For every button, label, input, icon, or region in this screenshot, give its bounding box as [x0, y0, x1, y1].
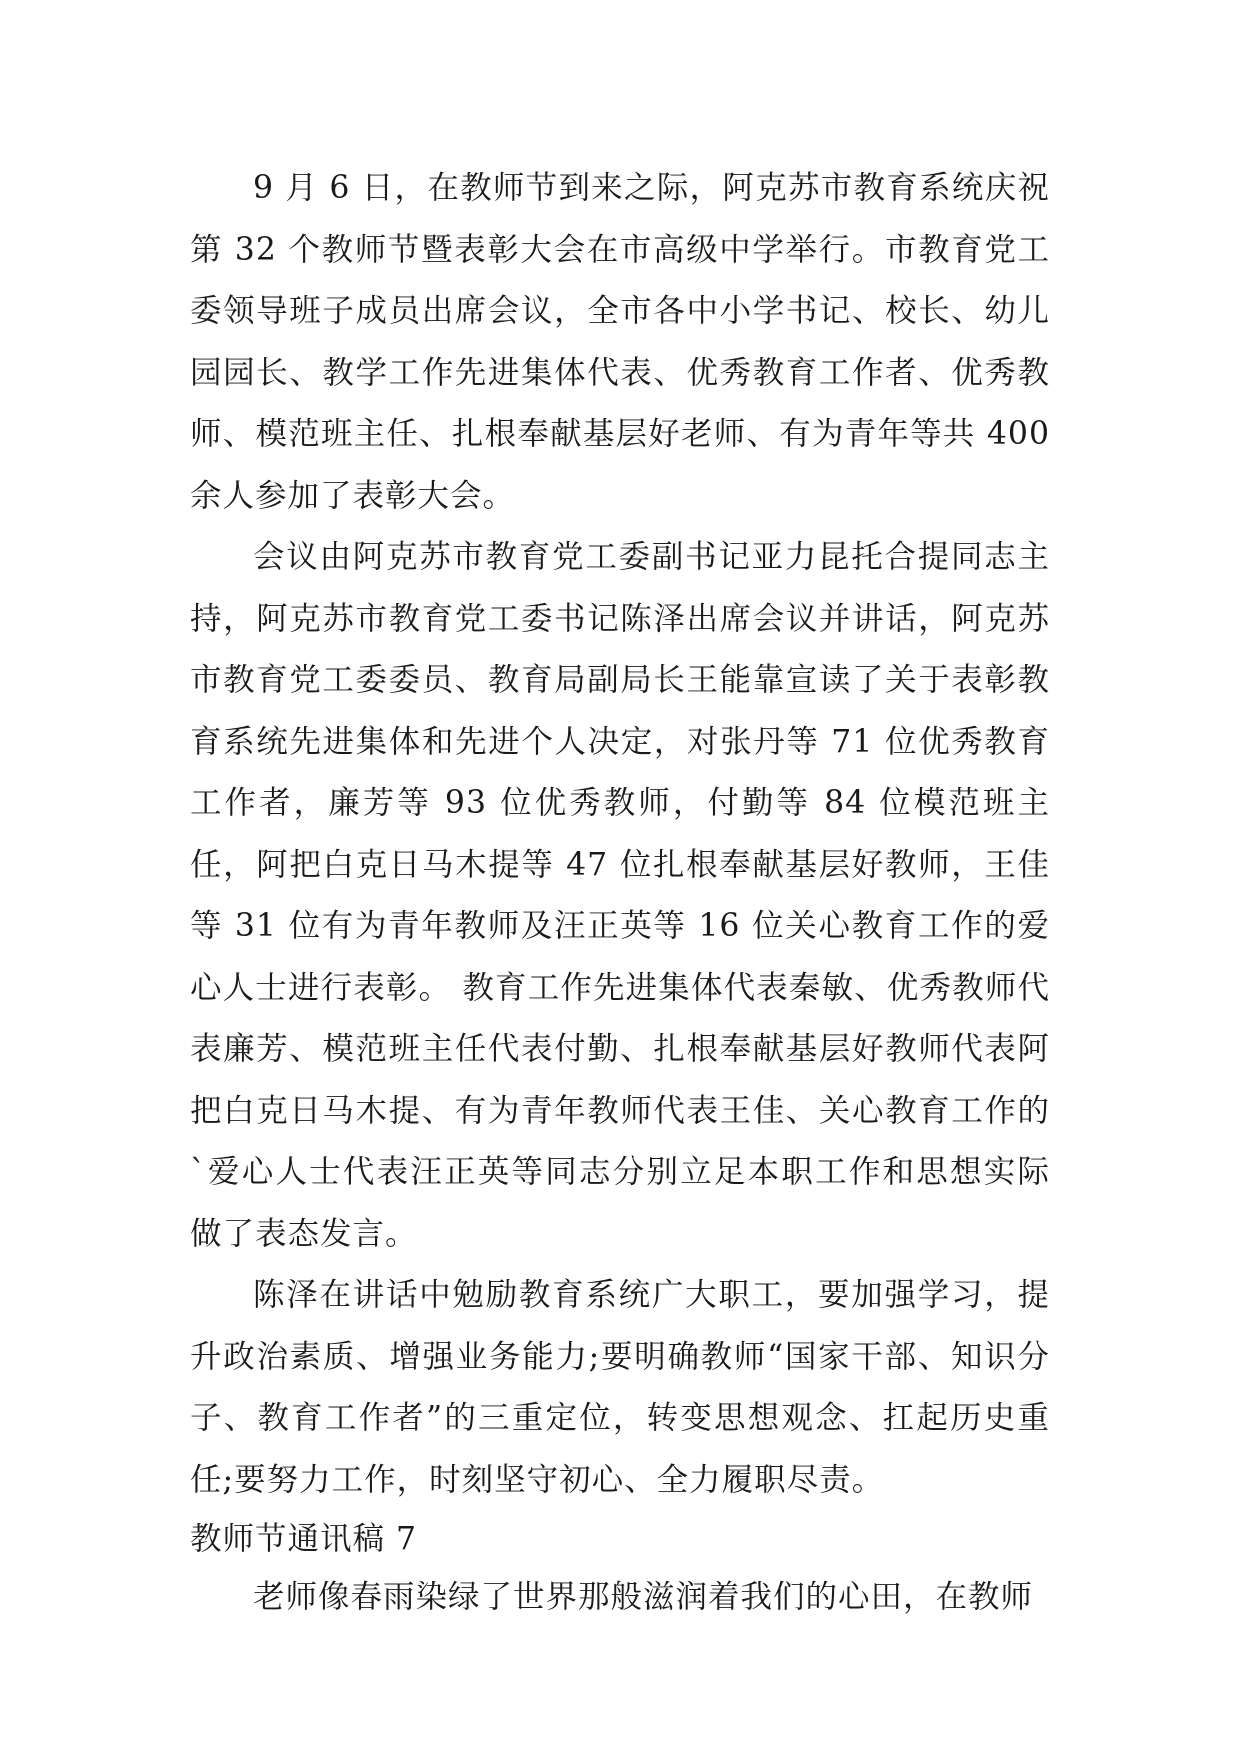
section-heading: 教师节通讯稿 7	[190, 1521, 418, 1557]
paragraph-final: 老师像春雨染绿了世界那般滋润着我们的心田，在教师	[253, 1579, 1034, 1615]
paragraph-meeting: 会议由阿克苏市教育党工委副书记亚力昆托合提同志主持，阿克苏市教育党工委书记陈泽出席会议并讲话，阿克苏市教育党工委委员、教育局副局长王能靠宣读了关于表彰教育系统先进集体和先进个人决定，对张丹等 71 位优秀教育工作者，廉芳等 93 位优秀教师，付勤等 84 位模范班主任，阿把白克日马木提等 47 位扎根奉献基层好教师，王佳等 31 位有为青年教师及汪正英等 16 位关心教育工作的爱心人士进行表彰。 教育工作先进集体代表秦敏、优秀教师代表廉芳、模范班主任代表付勤、扎根奉献基层好教师代表阿把白克日马木提、有为青年教师代表王佳、关心教育工作的`爱心人士代表汪正英等同志分别立足本职工作和思想实际做了表态发言。	[190, 539, 1050, 1252]
document-body	[190, 158, 1050, 1629]
paragraph-ceremony: 9 月 6 日，在教师节到来之际，阿克苏市教育系统庆祝第 32 个教师节暨表彰大会在市高级中学举行。市教育党工委领导班子成员出席会议，全市各中小学书记、校长、幼儿园园长、教学工作先进集体代表、优秀教育工作者、优秀教师、模范班主任、扎根奉献基层好老师、有为青年等共 400 余人参加了表彰大会。	[190, 170, 1050, 514]
paragraph-speech: 陈泽在讲话中勉励教育系统广大职工，要加强学习，提升政治素质、增强业务能力;要明确教师“国家干部、知识分子、教育工作者”的三重定位，转变思想观念、扛起历史重任;要努力工作，时刻坚守初心、全力履职尽责。	[190, 1277, 1050, 1498]
